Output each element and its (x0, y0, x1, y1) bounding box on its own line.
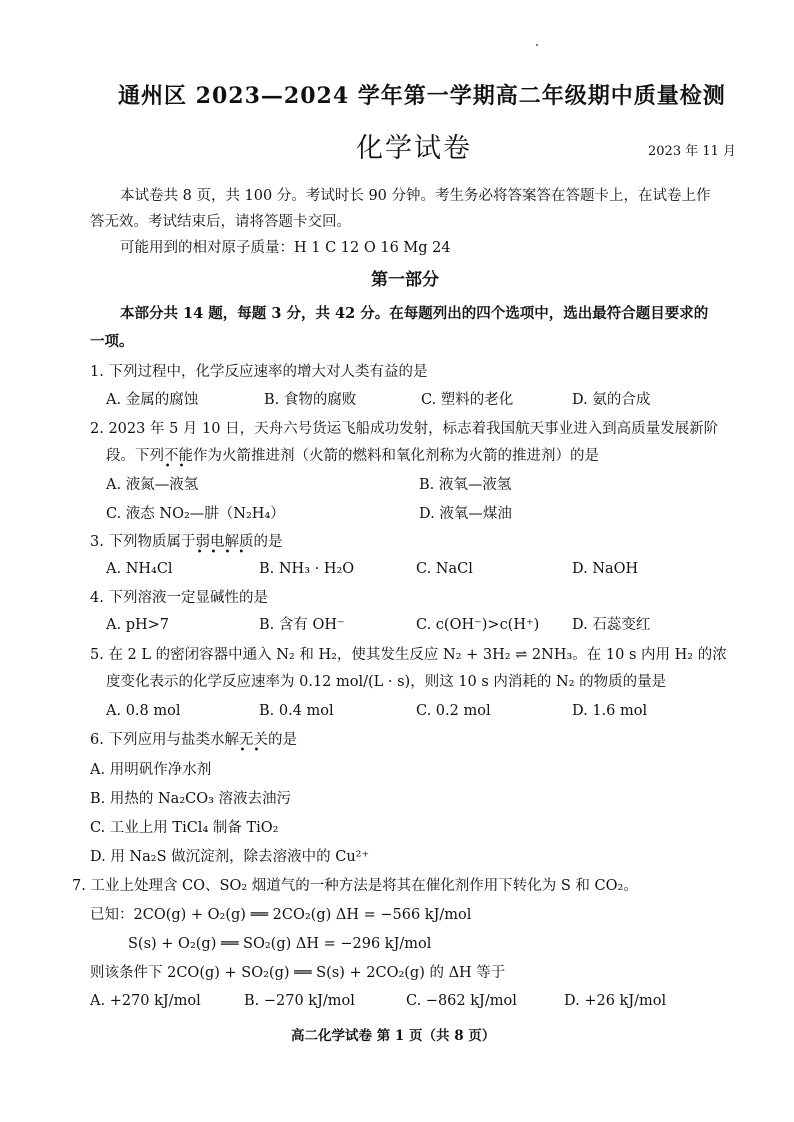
question-5-option-c: C. 0.2 mol (416, 703, 491, 719)
question-7-known-1: 已知：2CO(g) + O₂(g) ══ 2CO₂(g) ΔH = −566 kJ/mol (90, 907, 472, 923)
question-4-option-a: A. pH>7 (106, 617, 169, 633)
question-2-emphasis (164, 448, 193, 472)
emphasis-dots: •• (239, 745, 268, 756)
question-3-option-d: D. NaOH (572, 561, 639, 577)
question-2-stem-line-2 (106, 446, 599, 472)
question-2-emphasis-text: 不能 (164, 448, 193, 464)
question-2-option-d: D. 液氧—煤油 (419, 506, 512, 522)
question-5-option-a: A. 0.8 mol (106, 703, 181, 719)
question-3-emphasis (195, 534, 254, 558)
emphasis-dots: •••• (196, 547, 253, 558)
page-footer: 高二化学试卷 第 1 页（共 8 页） (291, 1028, 496, 1044)
part1-desc-line-2: 一项。 (90, 333, 134, 350)
question-4-option-d: D. 石蕊变红 (572, 617, 651, 633)
question-7-stem-line-4: 则该条件下 2CO(g) + SO₂(g) ══ S(s) + 2CO₂(g) 的 ΔH 等于 (90, 965, 506, 981)
question-1-option-d: D. 氨的合成 (572, 392, 651, 408)
part1-title: 第一部分 (371, 270, 439, 290)
question-4-option-c: C. c(OH⁻)>c(H⁺) (416, 617, 540, 633)
question-6-emphasis-text: 无关 (238, 732, 268, 748)
question-3-option-b: B. NH₃ · H₂O (259, 561, 355, 577)
question-6-emphasis (238, 732, 268, 756)
question-5-option-b: B. 0.4 mol (259, 703, 334, 719)
question-6-stem (90, 730, 297, 756)
question-7-option-d: D. +26 kJ/mol (564, 993, 667, 1009)
question-5-stem-line-1: 5. 在 2 L 的密闭容器中通入 N₂ 和 H₂，使其发生反应 N₂ + 3H₂ ⇌ 2NH₃。在 10 s 内用 H₂ 的浓 (90, 647, 727, 663)
question-2-stem-line-1: 2. 2023 年 5 月 10 日，天舟六号货运飞船成功发射，标志着我国航天事业进入到高质量发展新阶 (90, 421, 719, 437)
question-6-stem-part-1: 6. 下列应用与盐类水解 (90, 732, 239, 748)
question-2-option-a: A. 液氮—液氢 (106, 477, 199, 493)
question-2-option-b: B. 液氧—液氢 (419, 477, 512, 493)
question-3-stem (90, 532, 283, 558)
instructions-line-2: 答无效。考试结束后，请将答题卡交回。 (90, 214, 351, 230)
question-4-option-b: B. 含有 OH⁻ (259, 617, 345, 633)
exam-subtitle: 化学试卷 (356, 133, 472, 164)
part1-desc-line-1: 本部分共 14 题，每题 3 分，共 42 分。在每题列出的四个选项中，选出最符合题目要求的 (120, 305, 709, 322)
question-6-option-b: B. 用热的 Na₂CO₃ 溶液去油污 (90, 791, 292, 807)
exam-title: 通州区 2023—2024 学年第一学期高二年级期中质量检测 (118, 83, 726, 109)
question-2-option-c: C. 液态 NO₂—肼（N₂H₄） (106, 506, 285, 522)
question-7-stem-line-1: 7. 工业上处理含 CO、SO₂ 烟道气的一种方法是将其在催化剂作用下转化为 S 和 CO₂。 (72, 878, 638, 894)
question-7-option-a: A. +270 kJ/mol (90, 993, 201, 1009)
question-3-stem-part-3: 的是 (253, 534, 283, 550)
question-3-option-a: A. NH₄Cl (106, 561, 173, 577)
question-2-stem-part-1: 段。下列 (106, 448, 164, 464)
question-5-option-d: D. 1.6 mol (572, 703, 648, 719)
question-3-emphasis-text: 弱电解质 (195, 534, 254, 550)
question-7-known-2: S(s) + O₂(g) ══ SO₂(g) ΔH = −296 kJ/mol (128, 936, 432, 952)
question-2-stem-part-3: 作为火箭推进剂（火箭的燃料和氧化剂称为火箭的推进剂）的是 (193, 448, 599, 464)
scan-speck (536, 44, 538, 46)
exam-date: 2023 年 11 月 (648, 144, 737, 159)
emphasis-dots: •• (164, 461, 193, 472)
question-6-option-a: A. 用明矾作净水剂 (90, 762, 212, 778)
question-6-stem-part-3: 的是 (267, 732, 297, 748)
question-6-option-d: D. 用 Na₂S 做沉淀剂，除去溶液中的 Cu²⁺ (90, 849, 370, 865)
atomic-masses: 可能用到的相对原子质量：H 1 C 12 O 16 Mg 24 (120, 240, 451, 256)
question-1-option-a: A. 金属的腐蚀 (106, 392, 199, 408)
question-1-option-b: B. 食物的腐败 (264, 392, 357, 408)
question-1-stem: 1. 下列过程中，化学反应速率的增大对人类有益的是 (90, 364, 428, 380)
question-6-option-c: C. 工业上用 TiCl₄ 制备 TiO₂ (90, 820, 279, 836)
question-3-stem-part-1: 3. 下列物质属于 (90, 534, 196, 550)
question-7-option-b: B. −270 kJ/mol (244, 993, 355, 1009)
question-7-option-c: C. −862 kJ/mol (406, 993, 517, 1009)
instructions-line-1: 本试卷共 8 页，共 100 分。考试时长 90 分钟。考生务必将答案答在答题卡上，在试卷上作 (120, 188, 711, 204)
question-3-option-c: C. NaCl (416, 561, 473, 577)
question-5-stem-line-2: 度变化表示的化学反应速率为 0.12 mol/(L · s)，则这 10 s 内消耗的 N₂ 的物质的量是 (106, 674, 667, 690)
question-4-stem: 4. 下列溶液一定显碱性的是 (90, 590, 268, 606)
question-1-option-c: C. 塑料的老化 (421, 392, 514, 408)
